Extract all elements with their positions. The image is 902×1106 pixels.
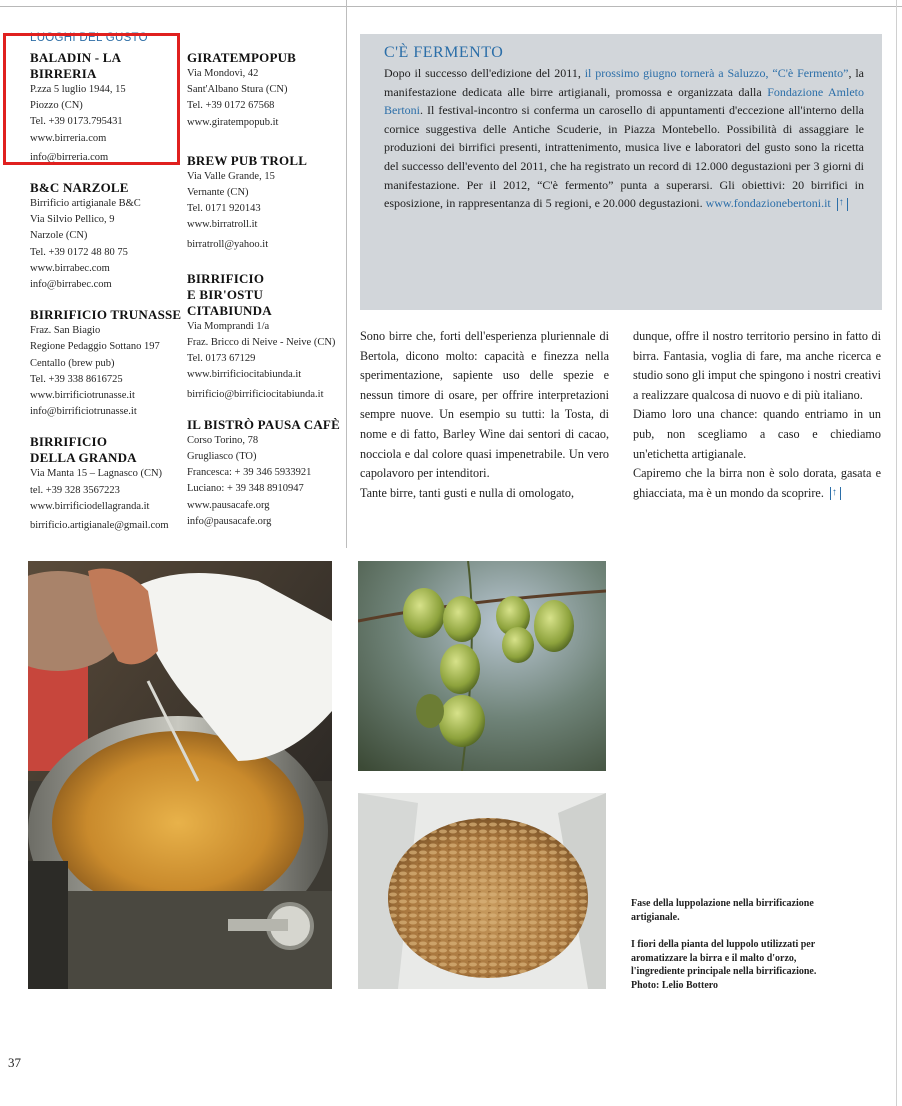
brewing-photo-image bbox=[28, 561, 332, 989]
venue-website[interactable]: www.birrificiodellagranda.it bbox=[30, 500, 150, 512]
venue-website[interactable]: www.pausacafe.org bbox=[187, 499, 270, 511]
venue-della-granda bbox=[30, 434, 190, 534]
fermento-link-saluzzo: il prossimo giugno tornerà a Saluzzo, “C'è Fermento” bbox=[584, 66, 849, 80]
venue-name: BALADIN - LA BIRRERIA bbox=[30, 50, 121, 81]
venue-city: Narzole (CN) bbox=[30, 230, 88, 242]
fermento-text-2: , la manifestazione dedicata alle birre artigianali, promossa e organizzata dalla bbox=[384, 66, 864, 99]
venue-phone: Tel. +39 0173.795431 bbox=[30, 116, 123, 128]
end-mark-icon bbox=[830, 487, 841, 500]
malt-photo-image bbox=[358, 793, 606, 989]
venue-bc-narzole bbox=[30, 180, 190, 293]
fermento-text-1: Dopo il successo dell'edizione del 2011, bbox=[384, 66, 585, 80]
body-paragraph: dunque, offre il nostro territorio persino in fatto di birra. Fantasia, voglia di fare, ma anche ricerca e studio sono gli imput che spingono i nostri creativi a realizzare qualcosa di nuovo e di più italiano. bbox=[633, 329, 881, 402]
venue-email[interactable]: info@birrabec.com bbox=[30, 279, 112, 291]
hops-photo-image bbox=[358, 561, 606, 771]
venue-website[interactable]: www.giratempopub.it bbox=[187, 116, 279, 128]
body-paragraph: Sono birre che, forti dell'esperienza pluriennale di Bertola, dicono molto: capacità e finezza nella sperimentazione, sapiente uso delle spezie e nessun timore di osare, per offrire interpretazioni sempre nuove. Un esempio su tutti: la Tosta, di nome e di fatto, Barley Wine dai sentori di cacao, nocciola e dal colore quasi impenetrabile. Un vero capolavoro per intenditori. bbox=[360, 329, 609, 481]
body-paragraph: Tante birre, tanti gusti e nulla di omologato, bbox=[360, 485, 575, 500]
venue-email[interactable]: info@birrificiotrunasse.it bbox=[30, 406, 137, 418]
venue-phone: Luciano: + 39 348 8910947 bbox=[187, 483, 304, 495]
venue-phone: Tel. 0173 67129 bbox=[187, 353, 256, 365]
venue-phone: Tel. +39 0172 48 80 75 bbox=[30, 246, 128, 258]
venue-phone: Tel. 0171 920143 bbox=[187, 203, 261, 215]
closing-sentence: Capiremo che la birra non è solo dorata, gasata e ghiacciata, ma è un mondo da scoprire. bbox=[633, 466, 881, 500]
body-column-2 bbox=[633, 327, 881, 503]
top-rule bbox=[0, 6, 902, 7]
venue-name-line-2: DELLA GRANDA bbox=[30, 450, 137, 466]
venue-name-line-1: BIRRIFICIO bbox=[187, 270, 265, 286]
venue-citabiunda bbox=[187, 271, 347, 403]
venue-name: B&C NARZOLE bbox=[30, 180, 129, 196]
photo-credit: Photo: Lelio Bottero bbox=[631, 980, 719, 991]
venue-phone: tel. +39 328 3567223 bbox=[30, 484, 120, 496]
venue-name: GIRATEMPOPUB bbox=[187, 50, 297, 65]
venue-city: Piozzo (CN) bbox=[30, 100, 83, 112]
highlight-box bbox=[3, 33, 180, 165]
venue-address: Fraz. Bricco di Neive - Neive (CN) bbox=[187, 337, 336, 349]
venue-name: IL BISTRÒ PAUSA CAFÈ bbox=[187, 416, 340, 432]
venue-website[interactable]: www.birrabec.com bbox=[30, 262, 110, 274]
venue-email[interactable]: info@pausacafe.org bbox=[187, 515, 272, 527]
venue-website[interactable]: www.birreria.com bbox=[30, 132, 107, 144]
body-column-1 bbox=[360, 327, 609, 503]
venue-address: Corso Torino, 78 bbox=[187, 434, 259, 446]
venue-address: Via Momprandi 1/a bbox=[187, 320, 270, 332]
page-number: 37 bbox=[8, 1055, 21, 1070]
venue-website[interactable]: www.birratroll.it bbox=[187, 219, 258, 231]
right-edge-rule bbox=[896, 0, 897, 1106]
venue-address: Via Valle Grande, 15 bbox=[187, 170, 275, 182]
venue-address: Via Silvio Pellico, 9 bbox=[30, 214, 115, 226]
venue-city: Vernante (CN) bbox=[187, 187, 249, 199]
venue-email[interactable]: info@birreria.com bbox=[30, 151, 109, 163]
venue-phone: Tel. +39 338 8616725 bbox=[30, 373, 123, 385]
body-paragraph: Diamo loro una chance: quando entriamo in un pub, non scegliamo a caso e chiediamo un'etichetta artigianale. bbox=[633, 407, 881, 461]
hops-photo bbox=[358, 561, 606, 771]
venue-giratempopub bbox=[187, 50, 347, 131]
venue-phone: Francesca: + 39 346 5933921 bbox=[187, 467, 312, 479]
venue-brew-pub-troll bbox=[187, 153, 347, 253]
venue-email[interactable]: birrificio@birrificiocitabiunda.it bbox=[187, 388, 324, 400]
venue-address: P.zza 5 luglio 1944, 15 bbox=[30, 84, 126, 95]
venue-name: BREW PUB TROLL bbox=[187, 152, 308, 168]
fermento-text bbox=[384, 64, 864, 213]
fermento-box bbox=[360, 34, 882, 310]
malt-photo bbox=[358, 793, 606, 989]
body-paragraph bbox=[633, 464, 881, 503]
venue-address: Regione Pedaggio Sottano 197 bbox=[30, 341, 160, 353]
venue-name: BIRRIFICIO TRUNASSE bbox=[30, 307, 182, 323]
venue-email[interactable]: birratroll@yahoo.it bbox=[187, 238, 269, 250]
venue-address: Fraz. San Biagio bbox=[30, 325, 101, 337]
venue-website[interactable]: www.birrificiotrunasse.it bbox=[30, 390, 135, 402]
venue-desc: Birrificio artigianale B&C bbox=[30, 198, 141, 210]
fermento-website-link[interactable]: www.fondazionebertoni.it bbox=[705, 196, 831, 211]
venue-address: Via Manta 15 – Lagnasco (CN) bbox=[30, 468, 163, 480]
venue-trunasse bbox=[30, 307, 190, 420]
caption-luppolazione: Fase della luppolazione nella birrificazione artigianale. bbox=[631, 898, 814, 923]
caption-luppolo: I fiori della pianta del luppolo utilizzati per aromatizzare la birra e il malto d'orzo, l'ingrediente principale nella birrificazione. bbox=[631, 939, 817, 977]
fermento-title: C'È FERMENTO bbox=[384, 44, 504, 61]
venue-city: Sant'Albano Stura (CN) bbox=[187, 84, 288, 96]
venue-city: Grugliasco (TO) bbox=[187, 451, 257, 463]
venue-name-line-2: E BIR'OSTU bbox=[187, 286, 264, 302]
venue-name-line-3: CITABIUNDA bbox=[187, 302, 272, 318]
venue-email[interactable]: birrificio.artigianale@gmail.com bbox=[30, 520, 169, 532]
directory-right-column bbox=[187, 50, 347, 544]
venue-name-line-1: BIRRIFICIO bbox=[30, 434, 108, 450]
end-mark-icon bbox=[837, 198, 848, 211]
venue-address: Via Mondovì, 42 bbox=[187, 68, 259, 79]
venue-city: Centallo (brew pub) bbox=[30, 357, 115, 369]
fermento-link-bertoni: Fondazione Amleto Bertoni bbox=[384, 84, 864, 118]
venue-pausa-cafe bbox=[187, 417, 347, 530]
fermento-text-3: . Il festival-incontro si conferma un carosello di appuntamenti d'eccezione all'interno della cornice suggestiva delle Antiche Scuderie, in Piazza Montebello. Possibilità di assaggiare le produzioni dei birrifici presenti, intrattenimento, musica live e laboratori del gusto sono la ricetta del successo dell'evento del 2011, che ha registrato un record di 12.000 degustazioni per 3 giorni di manifestazione. Per il 2012, “C'è fermento” punta a superarsi. Gli obiettivi: 20 birrifici in esposizione, in rappresentanza di 5 regioni, e 20.000 degustazioni. bbox=[384, 103, 864, 211]
venue-website[interactable]: www.birrificiocitabiunda.it bbox=[187, 369, 302, 381]
venue-phone: Tel. +39 0172 67568 bbox=[187, 100, 275, 112]
brewing-photo bbox=[28, 561, 332, 989]
section-label: LUOGHI DEL GUSTO bbox=[30, 32, 148, 44]
